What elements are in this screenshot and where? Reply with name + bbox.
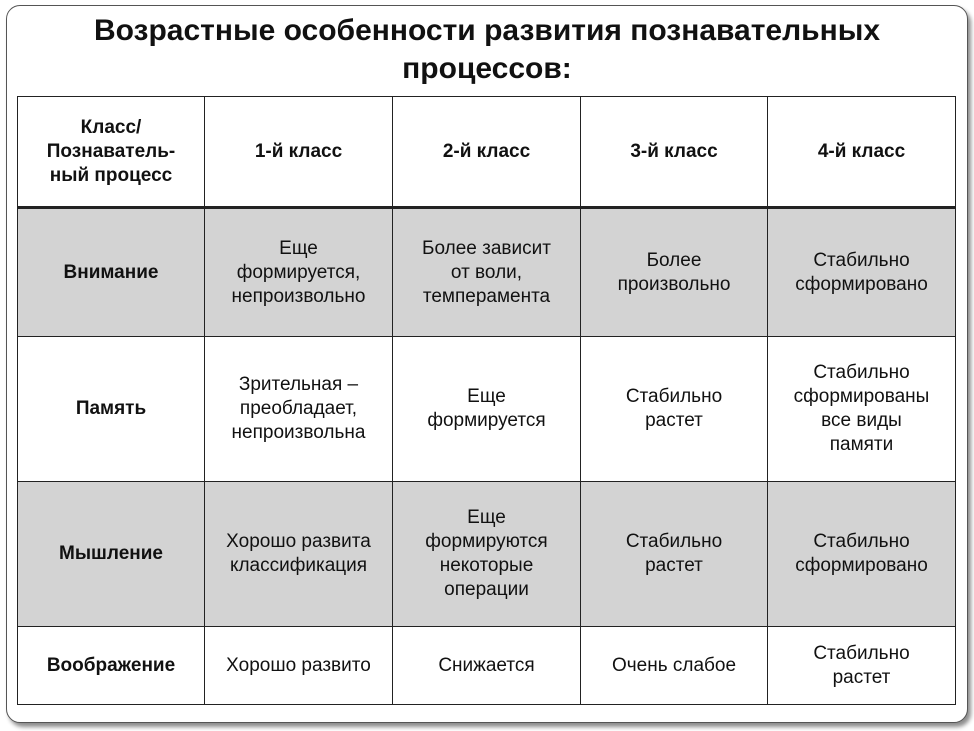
cell-text: Хорошо развито [226,654,371,676]
cell-text: Еще формируются некоторые операции [425,507,548,600]
table-cell [393,208,581,337]
table-cell [393,482,581,627]
title-text: Возрастные особенности развития познавательных процессов: [93,14,881,85]
table-cell [581,208,768,337]
table-cell [768,337,956,482]
table-cell [768,482,956,627]
column-header-text: 4-й класс [817,140,906,162]
corner-header [18,97,205,208]
column-header-text: 2-й класс [442,140,531,162]
column-header-grade-4 [768,97,956,208]
table-cell [581,337,768,482]
cell-text: Стабильно растет [625,386,723,431]
cell-text: Стабильно растет [813,642,910,688]
cell-text: Зрительная – преобладает, непроизвольна [231,374,366,443]
table-header-row [18,97,956,208]
table-cell [205,482,393,627]
cell-text: Более зависит от воли, темперамента [422,237,551,307]
table-row-imagination [18,627,956,705]
cell-text: Очень слабое [611,654,737,676]
row-header-attention [18,208,205,337]
column-header-grade-2 [393,97,581,208]
column-header-text: 3-й класс [630,140,718,162]
table-row-memory [18,337,956,482]
cell-text: Еще формируется, непроизвольно [231,237,366,307]
corner-header-text: Класс/ Познаватель- ный процесс [46,116,176,186]
table-row-thinking [18,482,956,627]
cell-text: Снижается [438,654,535,676]
table-cell [581,627,768,705]
column-header-grade-1 [205,97,393,208]
table-cell [205,208,393,337]
row-header-thinking [18,482,205,627]
table-cell [205,337,393,482]
table-cell [393,627,581,705]
cell-text: Стабильно сформировано [795,249,928,295]
table-cell [768,627,956,705]
row-header-text: Внимание [63,261,159,283]
table-cell [393,337,581,482]
row-header-text: Память [75,398,147,419]
development-table [17,96,956,705]
cell-text: Более произвольно [617,249,731,295]
table-row-attention [18,208,956,337]
cell-text: Стабильно растет [625,531,723,576]
column-header-text: 1-й класс [254,140,343,162]
row-header-imagination [18,627,205,705]
row-header-text: Мышление [59,543,163,564]
table-cell [581,482,768,627]
table-cell [768,208,956,337]
cell-text: Хорошо развита классификация [226,531,371,576]
table-cell [205,627,393,705]
page-title [0,12,974,88]
cell-text: Стабильно сформировано [795,531,928,576]
row-header-text: Воображение [46,654,176,676]
column-header-grade-3 [581,97,768,208]
cell-text: Еще формируется [427,386,546,431]
cell-text: Стабильно сформированы все виды памяти [793,362,930,455]
row-header-memory [18,337,205,482]
